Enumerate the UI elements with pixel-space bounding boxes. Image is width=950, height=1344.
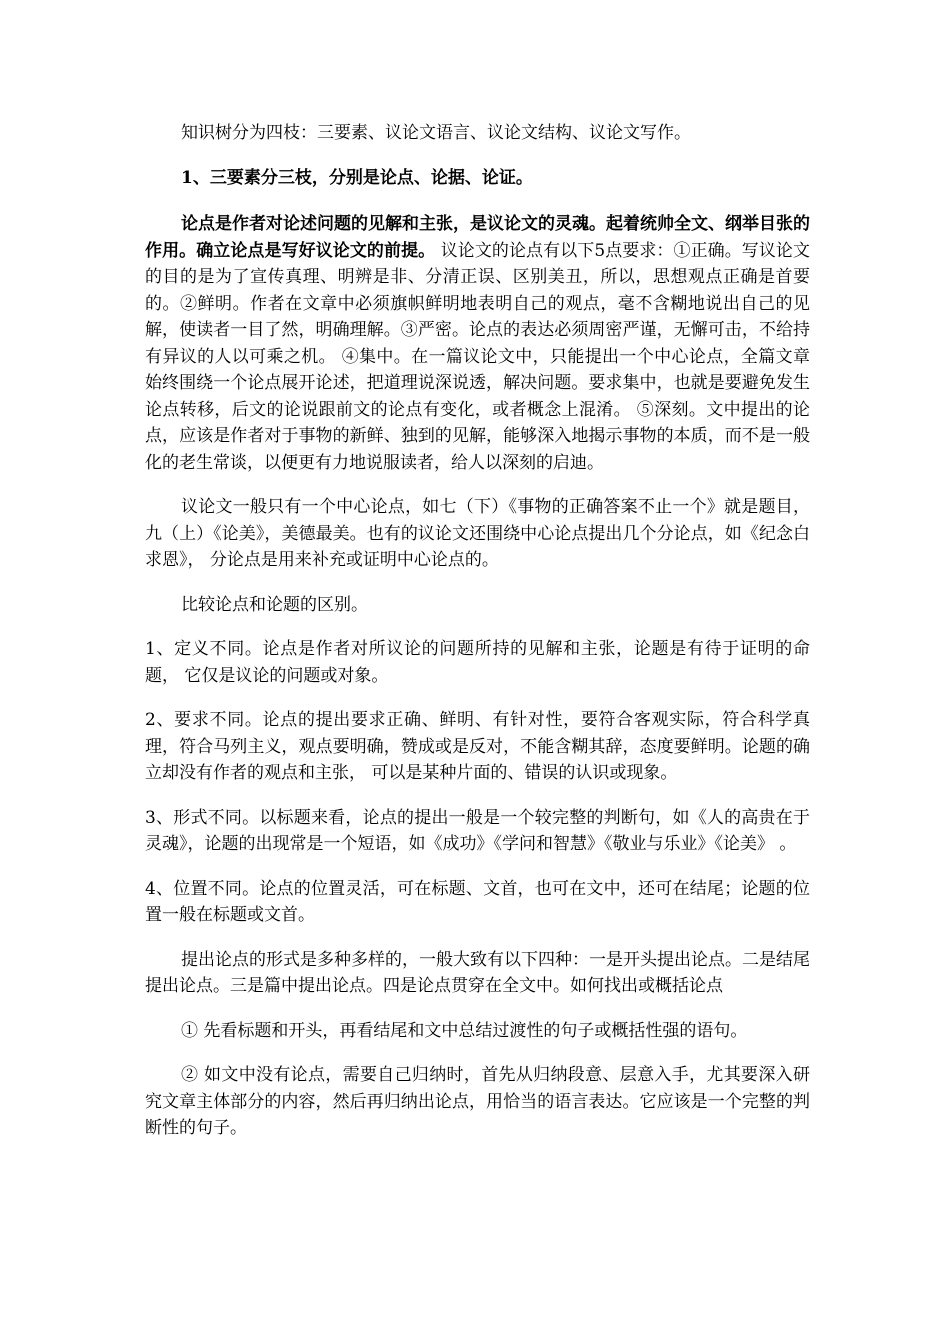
compare-item-form: 3、形式不同。以标题来看，论点的提出一般是一个较完整的判断句，如《人的高贵在于灵魂》，论题的出现常是一个短语，如《成功》《学问和智慧》《敬业与乐业》《论美》 。: [145, 807, 810, 854]
compare-item-definition: 1、定义不同。论点是作者对所议论的问题所持的见解和主张，论题是有待于证明的命题， 它仅是议论的问题或对象。: [145, 639, 810, 686]
center-argument-paragraph: 议论文一般只有一个中心论点，如七（下）《事物的正确答案不止一个》就是题目，九（上）《论美》，美德最美。也有的议论文还围绕中心论点提出几个分论点，如《纪念白求恩》， 分论点是用来补充或证明中心论点的。: [145, 497, 810, 570]
forms-paragraph: 提出论点的形式是多种多样的，一般大致有以下四种：一是开头提出论点。二是结尾提出论点。三是篇中提出论点。四是论点贯穿在全文中。如何找出或概括论点: [145, 949, 810, 996]
document-page: [145, 120, 810, 1160]
lundian-requirements: 议论文的论点有以下5点要求：①正确。写议论文的目的是为了宣传真理、明辨是非、分清正误、区别美丑，所以，思想观点正确是首要的。②鲜明。作者在文章中必须旗帜鲜明地表明自己的观点，毫不含糊地说出自己的见解，使读者一目了然，明确理解。③严密。论点的表达必须周密严谨，无懈可击，不给持有异议的人以可乘之机。 ④集中。在一篇议论文中，只能提出一个中心论点，全篇文章始终围绕一个论点展开论述，把道理说深说透，解决问题。要求集中，也就是要避免发生论点转移，后文的论说跟前文的论点有变化，或者概念上混淆。 ⑤深刻。文中提出的论点，应该是作者对于事物的新鲜、独到的见解，能够深入地揭示事物的本质，而不是一般化的老生常谈，以便更有力地说服读者，给人以深刻的启迪。: [145, 240, 811, 473]
compare-item-requirement: 2、要求不同。论点的提出要求正确、鲜明、有针对性，要符合客观实际，符合科学真理，符合马列主义，观点要明确，赞成或是反对，不能含糊其辞，态度要鲜明。论题的确立却没有作者的观点和主张， 可以是某种片面的、错误的认识或现象。: [145, 710, 810, 783]
lundian-paragraph: [145, 211, 810, 476]
compare-item-position: 4、位置不同。论点的位置灵活，可在标题、文首，也可在文中，还可在结尾；论题的位置一般在标题或文首。: [145, 878, 810, 925]
method-two: ② 如文中没有论点，需要自己归纳时，首先从归纳段意、层意入手，尤其要深入研究文章主体部分的内容，然后再归纳出论点，用恰当的语言表达。它应该是一个完整的判断性的句子。: [145, 1065, 810, 1138]
lundian-definition: 论点是作者对论述问题的见解和主张，是议论文的灵魂。起着统帅全文、纲举目张的作用。确立论点是写好议论文的前提。: [145, 214, 810, 261]
compare-title: 比较论点和论题的区别。: [181, 594, 368, 615]
section-heading: 1、三要素分三枝，分别是论点、论据、论证。: [181, 167, 533, 188]
method-one: ① 先看标题和开头，再看结尾和文中总结过渡性的句子或概括性强的语句。: [181, 1020, 748, 1041]
intro-paragraph: 知识树分为四枝：三要素、议论文语言、议论文结构、议论文写作。: [181, 123, 691, 143]
